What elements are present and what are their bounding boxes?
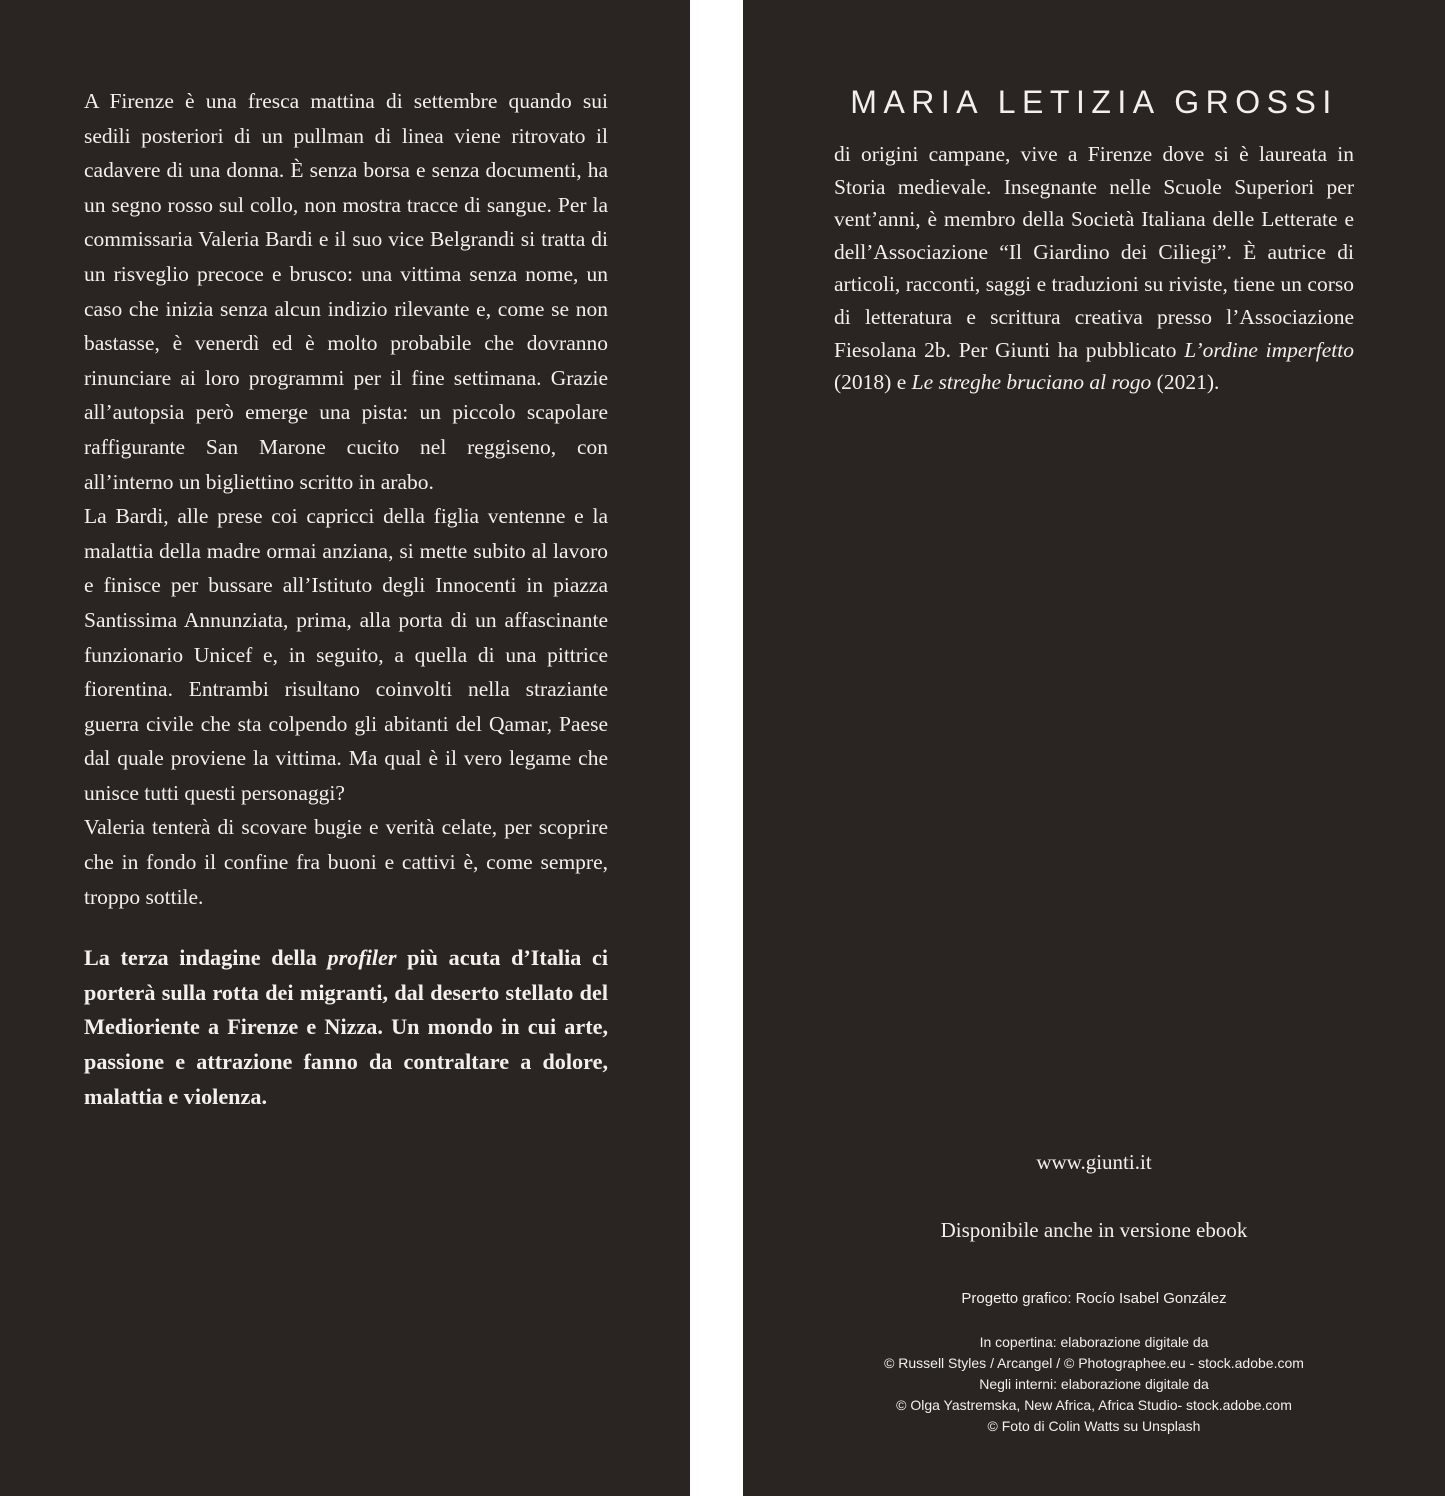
tagline-before: La terza indagine della bbox=[84, 945, 328, 971]
photo-credit-line: © Foto di Colin Watts su Unsplash bbox=[987, 1418, 1201, 1434]
photo-credits bbox=[743, 1332, 1445, 1437]
bio-part-2: (2018) e bbox=[834, 370, 912, 395]
publisher-website: www.giunti.it bbox=[1036, 1150, 1152, 1174]
tagline-italic: profiler bbox=[327, 945, 397, 971]
back-cover-right-flap bbox=[743, 0, 1445, 1496]
photo-credit-line: In copertina: elaborazione digitale da bbox=[979, 1334, 1209, 1350]
tagline-after: più acuta d’Italia ci porterà sulla rotta dei migranti, dal deserto stellato del Medioriente a Firenze e Nizza. Un mondo in cui arte, passione e attrazione fanno da contraltare a dolore, malattia e violenza. bbox=[84, 945, 608, 1109]
bio-part-1: di origini campane, vive a Firenze dove si è laureata in Storia medievale. Insegnante nelle Scuole Superiori per vent’anni, è membro della Società Italiana delle Letterate e dell’Associazione “Il Giardino dei Ciliegi”. È autrice di articoli, racconti, saggi e traduzioni su riviste, tiene un corso di letteratura e scrittura creativa presso l’Associazione Fiesolana 2b. Per Giunti ha pubblicato bbox=[834, 142, 1354, 362]
author-bio bbox=[834, 138, 1354, 399]
ebook-note: Disponibile anche in versione ebook bbox=[940, 1218, 1248, 1242]
author-name: MARIA LETIZIA GROSSI bbox=[850, 84, 1338, 120]
synopsis-paragraph-1: A Firenze è una fresca mattina di settembre quando sui sedili posteriori di un pullman di linea viene ritrovato il cadavere di una donna. È senza borsa e senza documenti, ha un segno rosso sul collo, non mostra tracce di sangue. Per la commissaria Valeria Bardi e il suo vice Belgrandi si tratta di un risveglio precoce e brusco: una vittima senza nome, un caso che inizia senza alcun indizio rilevante e, come se non bastasse, è venerdì ed è molto probabile che dovranno rinunciare ai loro programmi per il fine settimana. Grazie all’autopsia però emerge una pista: un piccolo scapolare raffigurante San Marone cucito nel reggiseno, con all’interno un bigliettino scritto in arabo. bbox=[84, 89, 608, 494]
bio-part-3: (2021). bbox=[1151, 370, 1220, 395]
photo-credit-line: © Olga Yastremska, New Africa, Africa Studio- stock.adobe.com bbox=[896, 1397, 1292, 1413]
photo-credit-line: Negli interni: elaborazione digitale da bbox=[979, 1376, 1209, 1392]
synopsis-paragraph-2: La Bardi, alle prese coi capricci della figlia ventenne e la malattia della madre ormai anziana, si mette subito al lavoro e finisce per bussare all’Istituto degli Innocenti in piazza Santissima Annunziata, prima, alla porta di un affascinante funzionario Unicef e, in seguito, a quella di una pittrice fiorentina. Entrambi risultano coinvolti nella straziante guerra civile che sta colpendo gli abitanti del Qamar, Paese dal quale proviene la vittima. Ma qual è il vero legame che unisce tutti questi personaggi? bbox=[84, 504, 608, 805]
photo-credit-line: © Russell Styles / Arcangel / © Photographee.eu - stock.adobe.com bbox=[884, 1355, 1304, 1371]
bio-book-title-2: Le streghe bruciano al rogo bbox=[911, 370, 1152, 395]
back-cover-left-flap bbox=[0, 0, 690, 1496]
synopsis bbox=[84, 84, 608, 1114]
tagline bbox=[84, 941, 608, 1114]
design-credit: Progetto grafico: Rocío Isabel González bbox=[961, 1290, 1227, 1307]
bio-book-title-1: L’ordine imperfetto bbox=[1184, 337, 1354, 362]
synopsis-paragraph-3: Valeria tenterà di scovare bugie e verità celate, per scoprire che in fondo il confine fra buoni e cattivi è, come sempre, troppo sottile. bbox=[84, 815, 608, 909]
